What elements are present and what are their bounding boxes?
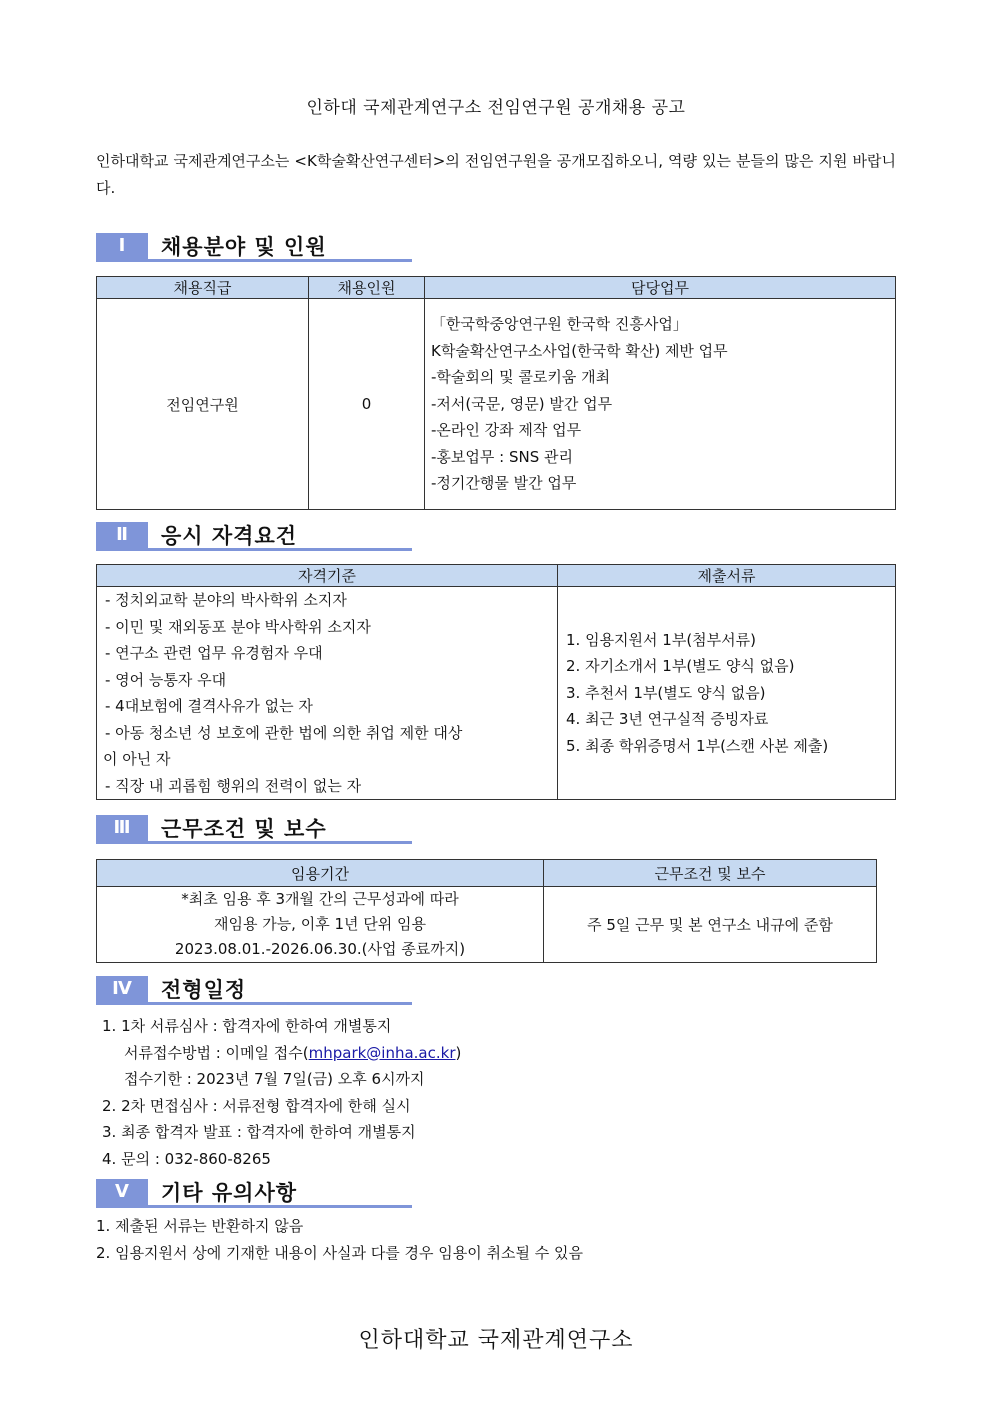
section-underline <box>96 841 412 844</box>
duty-line: K학술확산연구소사업(한국학 확산) 제반 업무 <box>431 341 728 360</box>
section-label: 응시 자격요건 <box>161 524 298 548</box>
schedule-item: 2. 2차 면접심사 : 서류전형 합격자에 한해 실시 <box>102 1096 411 1115</box>
section-label: 채용분야 및 인원 <box>161 235 327 259</box>
schedule-item: 1. 1차 서류심사 : 합격자에 한하여 개별통지 <box>102 1017 392 1035</box>
schedule-item: 4. 문의 : 032-860-8265 <box>102 1149 271 1168</box>
duty-line: -온라인 강좌 제작 업무 <box>431 421 582 440</box>
section-number: Ⅰ <box>96 233 148 259</box>
document-line: 3. 추천서 1부(별도 양식 없음) <box>566 683 766 702</box>
criteria-line: - 직장 내 괴롭힘 행위의 전력이 없는 자 <box>105 776 362 795</box>
table-header: 근무조건 및 보수 <box>544 860 877 887</box>
section-heading-5 <box>96 1179 412 1207</box>
table-header: 담당업무 <box>425 277 896 299</box>
conditions-table <box>96 859 877 963</box>
page-title: 인하대 국제관계연구소 전임연구원 공개채용 공고 <box>306 98 686 118</box>
criteria-line: - 영어 능통자 우대 <box>105 670 227 689</box>
section-underline <box>96 1205 412 1208</box>
recruitment-table <box>96 276 896 510</box>
duty-line: -저서(국문, 영문) 발간 업무 <box>431 394 613 413</box>
table-header: 자격기준 <box>97 565 558 587</box>
table-header: 제출서류 <box>558 565 896 587</box>
criteria-line: - 이민 및 재외동포 분야 박사학위 소지자 <box>105 617 371 636</box>
schedule-list <box>102 1013 461 1172</box>
period-line: 2023.08.01.-2026.06.30.(사업 종료까지) <box>174 940 466 958</box>
email-link[interactable]: mhpark@inha.ac.kr <box>308 1043 456 1062</box>
document-line: 5. 최종 학위증명서 1부(스캔 사본 제출) <box>566 736 829 755</box>
table-header: 임용기간 <box>97 860 544 887</box>
documents-cell <box>558 587 896 800</box>
section-heading-2 <box>96 522 412 550</box>
table-header: 채용직급 <box>97 277 309 299</box>
section-number: Ⅲ <box>96 815 148 841</box>
duty-line: 「한국학중앙연구원 한국학 진흥사업」 <box>431 315 688 334</box>
section-label: 전형일정 <box>161 978 247 1002</box>
criteria-cell <box>97 587 558 800</box>
count-cell: 0 <box>309 299 425 510</box>
criteria-line: - 4대보험에 결격사유가 없는 자 <box>105 697 313 715</box>
criteria-line: - 연구소 관련 업무 유경험자 우대 <box>105 644 323 662</box>
section-heading-1 <box>96 233 412 261</box>
section-number: Ⅴ <box>96 1179 148 1205</box>
footer-organization: 인하대학교 국제관계연구소 <box>358 1328 634 1353</box>
note-item: 2. 임용지원서 상에 기재한 내용이 사실과 다를 경우 임용이 취소될 수 있음 <box>96 1243 583 1262</box>
schedule-subitem: 접수기한 : 2023년 7월 7일(금) 오후 6시까지 <box>124 1070 425 1088</box>
section-label: 기타 유의사항 <box>161 1181 298 1205</box>
conditions-cell: 주 5일 근무 및 본 연구소 내규에 준함 <box>544 887 877 963</box>
schedule-text: 서류접수방법 : 이메일 접수( <box>124 1043 309 1062</box>
section-number: Ⅱ <box>96 522 148 548</box>
section-label: 근무조건 및 보수 <box>161 817 327 841</box>
schedule-item: 3. 최종 합격자 발표 : 합격자에 한하여 개별통지 <box>102 1123 416 1141</box>
position-cell: 전임연구원 <box>97 299 309 510</box>
criteria-line: 이 아닌 자 <box>103 750 171 768</box>
section-underline <box>96 259 412 262</box>
qualification-table <box>96 564 896 800</box>
period-line: *최초 임용 후 3개월 간의 근무성과에 따라 <box>181 890 459 908</box>
schedule-subitem <box>102 1040 461 1067</box>
intro-paragraph: 인하대학교 국제관계연구소는 <K학술확산연구센터>의 전임연구원을 공개모집하오니, 역량 있는 분들의 많은 지원 바랍니다. <box>96 152 896 197</box>
section-underline <box>96 1002 412 1005</box>
duties-cell <box>425 299 896 510</box>
notes-list <box>96 1213 583 1266</box>
section-heading-3 <box>96 815 412 843</box>
schedule-text: ) <box>455 1043 462 1062</box>
duty-line: -학술회의 및 콜로키움 개최 <box>431 368 611 387</box>
document-line: 1. 임용지원서 1부(첨부서류) <box>566 630 756 649</box>
duty-line: -홍보업무 : SNS 관리 <box>431 447 573 466</box>
document-line: 2. 자기소개서 1부(별도 양식 없음) <box>566 657 795 676</box>
document-line: 4. 최근 3년 연구실적 증빙자료 <box>566 710 769 729</box>
criteria-line: - 정치외교학 분야의 박사학위 소지자 <box>105 591 347 609</box>
note-item: 1. 제출된 서류는 반환하지 않음 <box>96 1217 304 1235</box>
period-cell <box>97 887 544 963</box>
section-underline <box>96 548 412 551</box>
table-header: 채용인원 <box>309 277 425 299</box>
period-line: 재임용 가능, 이후 1년 단위 임용 <box>213 915 427 933</box>
duty-line: -정기간행물 발간 업무 <box>431 474 577 493</box>
criteria-line: - 아동 청소년 성 보호에 관한 법에 의한 취업 제한 대상 <box>105 723 463 742</box>
section-heading-4 <box>96 976 412 1004</box>
section-number: Ⅳ <box>96 976 148 1002</box>
